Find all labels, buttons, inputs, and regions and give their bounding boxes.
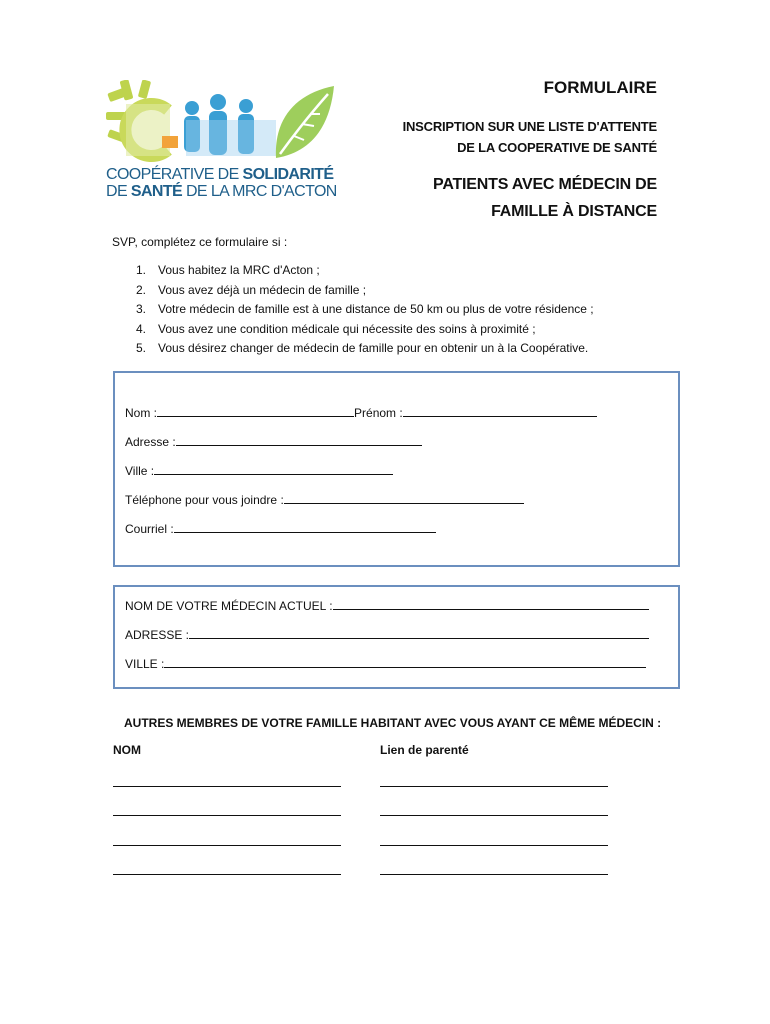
ville-row [125, 463, 393, 478]
telephone-field[interactable] [284, 492, 524, 504]
adresse-row [125, 434, 422, 449]
family-heading: AUTRES MEMBRES DE VOTRE FAMILLE HABITANT AVEC VOUS AYANT CE MÊME MÉDECIN : [124, 716, 662, 730]
nom-label: Nom : [125, 406, 158, 420]
list-item: 1. Vous habitez la MRC d'Acton ; [136, 263, 320, 277]
adresse-field[interactable] [176, 434, 422, 446]
medecin-nom-label: NOM DE VOTRE MÉDECIN ACTUEL : [125, 599, 333, 613]
logo-line2-c: DE LA MRC D'ACTON [182, 183, 337, 200]
conditions-list [136, 261, 594, 359]
family-lien-field[interactable] [380, 874, 608, 875]
nom-prenom-row [125, 405, 597, 420]
form-title [433, 171, 657, 225]
logo-line2-a: DE [106, 183, 131, 200]
medecin-nom-field[interactable] [333, 598, 649, 610]
family-lien-field[interactable] [380, 815, 608, 816]
medecin-ville-label: VILLE : [125, 657, 165, 671]
list-item: 3. Votre médecin de famille est à une distance de 50 km ou plus de votre résidence ; [136, 302, 594, 317]
adresse-label: Adresse : [125, 435, 176, 449]
family-nom-field[interactable] [113, 874, 341, 875]
family-nom-field[interactable] [113, 845, 341, 846]
medecin-nom-row [125, 598, 649, 613]
prenom-label: Prénom : [354, 406, 403, 420]
logo-line1-a: COOPÉRATIVE DE [106, 166, 243, 183]
nom-field[interactable] [157, 405, 354, 417]
medecin-adresse-label: ADRESSE : [125, 628, 190, 642]
telephone-label: Téléphone pour vous joindre : [125, 493, 284, 507]
medecin-adresse-row [125, 627, 649, 642]
cooperative-logo [106, 80, 338, 205]
logo-text [106, 166, 338, 200]
family-lien-field[interactable] [380, 786, 608, 787]
subtitle-line2: DE LA COOPERATIVE DE SANTÉ [457, 140, 657, 155]
courriel-field[interactable] [174, 521, 436, 533]
column-header-nom: NOM [113, 743, 141, 757]
form-subtitle [403, 116, 657, 158]
form-label: FORMULAIRE [543, 78, 657, 97]
intro-text: SVP, complétez ce formulaire si : [112, 235, 288, 249]
courriel-row [125, 521, 436, 536]
title-line2: FAMILLE À DISTANCE [491, 203, 657, 220]
ville-field[interactable] [154, 463, 393, 475]
ville-label: Ville : [125, 464, 155, 478]
telephone-row [125, 492, 524, 507]
logo-line2-b: SANTÉ [130, 183, 183, 200]
medecin-adresse-field[interactable] [189, 627, 649, 639]
family-nom-field[interactable] [113, 786, 341, 787]
medecin-ville-field[interactable] [164, 656, 646, 668]
family-lien-field[interactable] [380, 845, 608, 846]
column-header-lien: Lien de parenté [380, 743, 469, 757]
family-nom-field[interactable] [113, 815, 341, 816]
subtitle-line1: INSCRIPTION SUR UNE LISTE D'ATTENTE [402, 119, 657, 134]
list-item: 5. Vous désirez changer de médecin de famille pour en obtenir un à la Coopérative. [136, 341, 589, 356]
logo-graphic-icon [106, 80, 338, 166]
list-item: 4. Vous avez une condition médicale qui nécessite des soins à proximité ; [136, 321, 536, 336]
courriel-label: Courriel : [125, 522, 174, 536]
medecin-ville-row [125, 656, 646, 671]
logo-line1-b: SOLIDARITÉ [242, 166, 334, 183]
list-item: 2. Vous avez déjà un médecin de famille ; [136, 282, 367, 297]
prenom-field[interactable] [403, 405, 597, 417]
title-line1: PATIENTS AVEC MÉDECIN DE [433, 176, 657, 193]
